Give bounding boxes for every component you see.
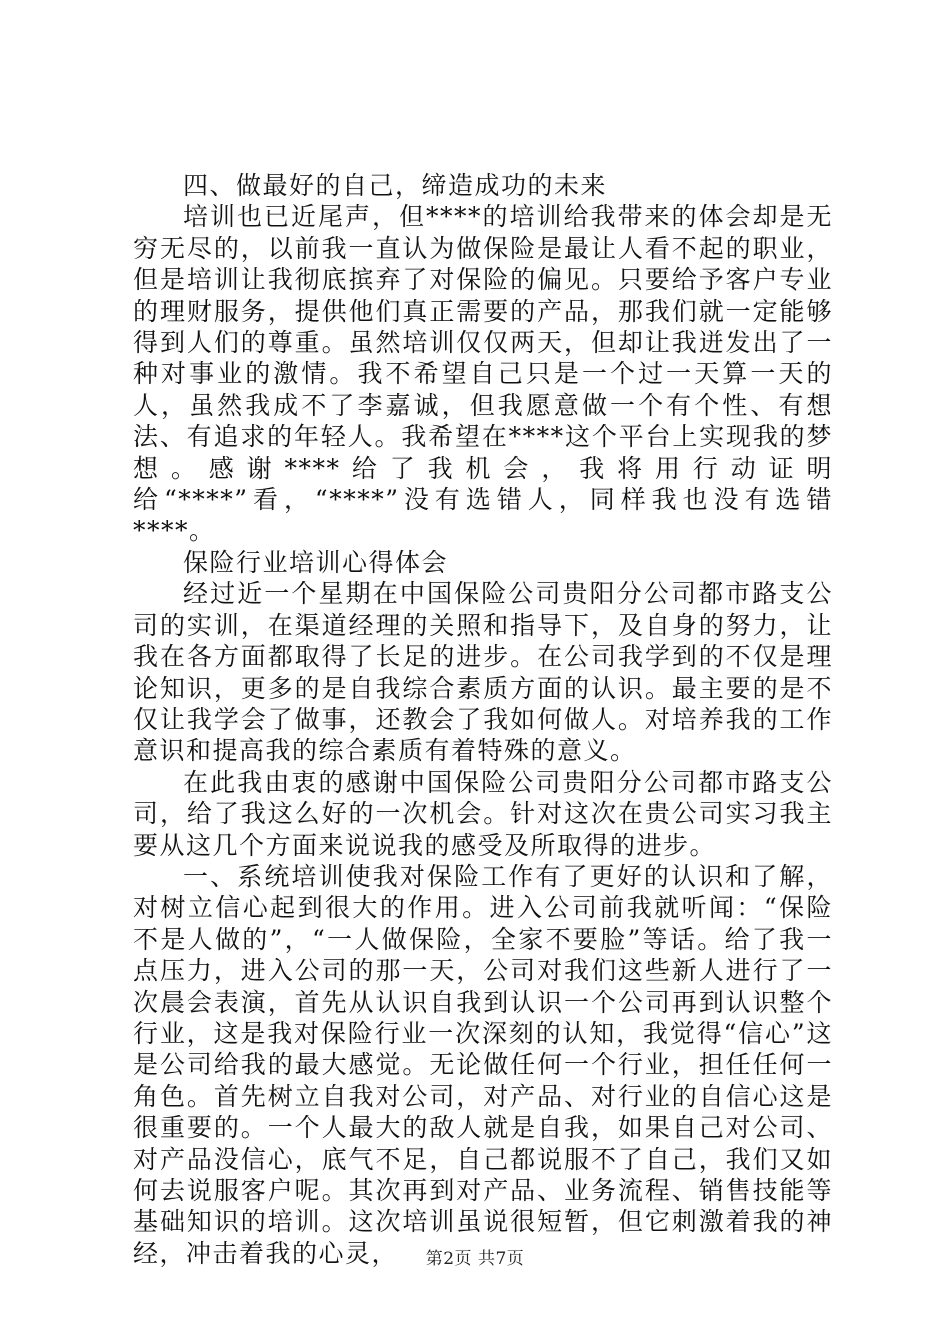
section-heading-four: 四、做最好的自己，缔造成功的未来 [183, 171, 608, 200]
paragraph-systematic-training: 一、系统培训使我对保险工作有了更好的认识和了解，对树立信心起到很大的作用。进入公司前我就听闻：“保险不是人做的”，“一人做保险，全家不要脸”等话。给了我一点压力，进入公司的那一天，公司对我们这些新人进行了一次晨会表演，首先从认识自我到认识一个公司再到认识整个行业，这是我对保险行业一次深刻的认知，我觉得“信心”这是公司给我的最大感觉。无论做任何一个行业，担任任何一角色。首先树立自我对公司，对产品、对行业的自信心这是很重要的。一个人最大的敌人就是自我，如果自己对公司、对产品没信心，底气不足，自己都说服不了自己，我们又如何去说服客户呢。其次再到对产品、业务流程、销售技能等基础知识的培训。这次培训虽说很短暂，但它刺激着我的神经，冲击着我的心灵， [133, 861, 833, 1268]
page-footer: 第2页 共7页 [425, 1249, 525, 1269]
article-title: 保险行业培训心得体会 [183, 547, 449, 577]
paragraph-training-conclusion: 培训也已近尾声，但****的培训给我带来的体会却是无穷无尽的，以前我一直认为做保险是最让人看不起的职业，但是培训让我彻底摈弃了对保险的偏见。只要给予客户专业的理财服务，提供他们真正需要的产品，那我们就一定能够得到人们的尊重。虽然培训仅仅两天，但却让我迸发出了一种对事业的激情。我不希望自己只是一个过一天算一天的人，虽然我成不了李嘉诚，但我愿意做一个有个性、有想法、有追求的年轻人。我希望在****这个平台上实现我的梦想。感谢****给了我机会，我将用行动证明给“****”看，“****”没有选错人，同样我也没有选错****。 [133, 202, 833, 546]
paragraph-gratitude: 在此我由衷的感谢中国保险公司贵阳分公司都市路支公司，给了我这么好的一次机会。针对这次在贵公司实习我主要从这几个方面来说说我的感受及所取得的进步。 [133, 767, 833, 860]
paragraph-internship-intro: 经过近一个星期在中国保险公司贵阳分公司都市路支公司的实训，在渠道经理的关照和指导下，及自身的努力，让我在各方面都取得了长足的进步。在公司我学到的不仅是理论知识，更多的是自我综合素质方面的认识。最主要的是不仅让我学会了做事，还教会了我如何做人。对培养我的工作意识和提高我的综合素质有着特殊的意义。 [133, 579, 833, 766]
document-body [133, 170, 833, 1269]
